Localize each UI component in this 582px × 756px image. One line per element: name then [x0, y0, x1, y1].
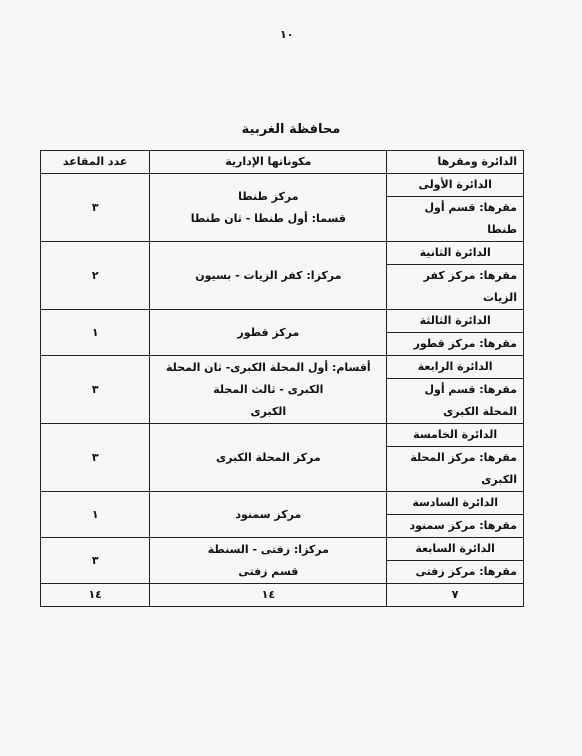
district-components	[150, 174, 387, 242]
component-line: مركز طنطا	[238, 189, 299, 203]
seats-count: ٢	[41, 242, 150, 310]
district-seat: مقرها: قسم أول طنطا	[387, 197, 524, 242]
seats-count: ٣	[41, 174, 150, 242]
total-seats: ١٤	[41, 584, 150, 607]
seats-count: ٣	[41, 538, 150, 584]
district-components	[150, 538, 387, 584]
total-components: ١٤	[150, 584, 387, 607]
table-row	[41, 538, 524, 561]
table-row	[41, 310, 524, 333]
header-seats: عدد المقاعد	[41, 151, 150, 174]
district-name: الدائرة السادسة	[387, 492, 524, 515]
district-components	[150, 242, 387, 310]
district-components	[150, 310, 387, 356]
component-line: الكبرى	[250, 404, 287, 418]
component-line: مركز المحلة الكبرى	[216, 450, 321, 464]
header-district: الدائرة ومقرها	[387, 151, 524, 174]
totals-row	[41, 584, 524, 607]
table-row	[41, 492, 524, 515]
district-seat: مقرها: مركز كفر الزيات	[387, 265, 524, 310]
district-components	[150, 356, 387, 424]
district-seat: مقرها: مركز قطور	[387, 333, 524, 356]
district-seat: مقرها: مركز المحلة الكبرى	[387, 447, 524, 492]
district-name: الدائرة الأولى	[387, 174, 524, 197]
table-header-row	[41, 151, 524, 174]
component-line: قسما: أول طنطا - ثان طنطا	[190, 211, 346, 225]
component-line: مركزا: كفر الزيات - بسيون	[195, 268, 342, 282]
table-row	[41, 424, 524, 447]
page-number: ١٠	[280, 28, 294, 41]
district-name: الدائرة الخامسة	[387, 424, 524, 447]
total-districts: ٧	[387, 584, 524, 607]
component-line: قسم زفتى	[238, 564, 299, 578]
table-row	[41, 174, 524, 197]
seats-count: ١	[41, 492, 150, 538]
district-components	[150, 492, 387, 538]
district-name: الدائرة الثانية	[387, 242, 524, 265]
seats-count: ٣	[41, 424, 150, 492]
district-seat: مقرها: قسم أول المحلة الكبرى	[387, 379, 524, 424]
component-line: أقسام: أول المحلة الكبرى- ثان المحلة الكبرى - ثالث المحلة	[165, 360, 371, 396]
seats-count: ١	[41, 310, 150, 356]
district-seat: مقرها: مركز سمنود	[387, 515, 524, 538]
component-line: مركز سمنود	[235, 507, 302, 521]
districts-table	[40, 150, 524, 607]
district-components	[150, 424, 387, 492]
district-seat: مقرها: مركز زفتى	[387, 561, 524, 584]
district-name: الدائرة الثالثة	[387, 310, 524, 333]
district-name: الدائرة السابعة	[387, 538, 524, 561]
table-row	[41, 356, 524, 379]
seats-count: ٣	[41, 356, 150, 424]
header-components: مكوناتها الإدارية	[150, 151, 387, 174]
page-title: محافظة الغربية	[241, 122, 341, 137]
district-name: الدائرة الرابعة	[387, 356, 524, 379]
component-line: مركزا: زفتى - السنطة	[207, 542, 329, 556]
table-row	[41, 242, 524, 265]
component-line: مركز قطور	[237, 325, 300, 339]
